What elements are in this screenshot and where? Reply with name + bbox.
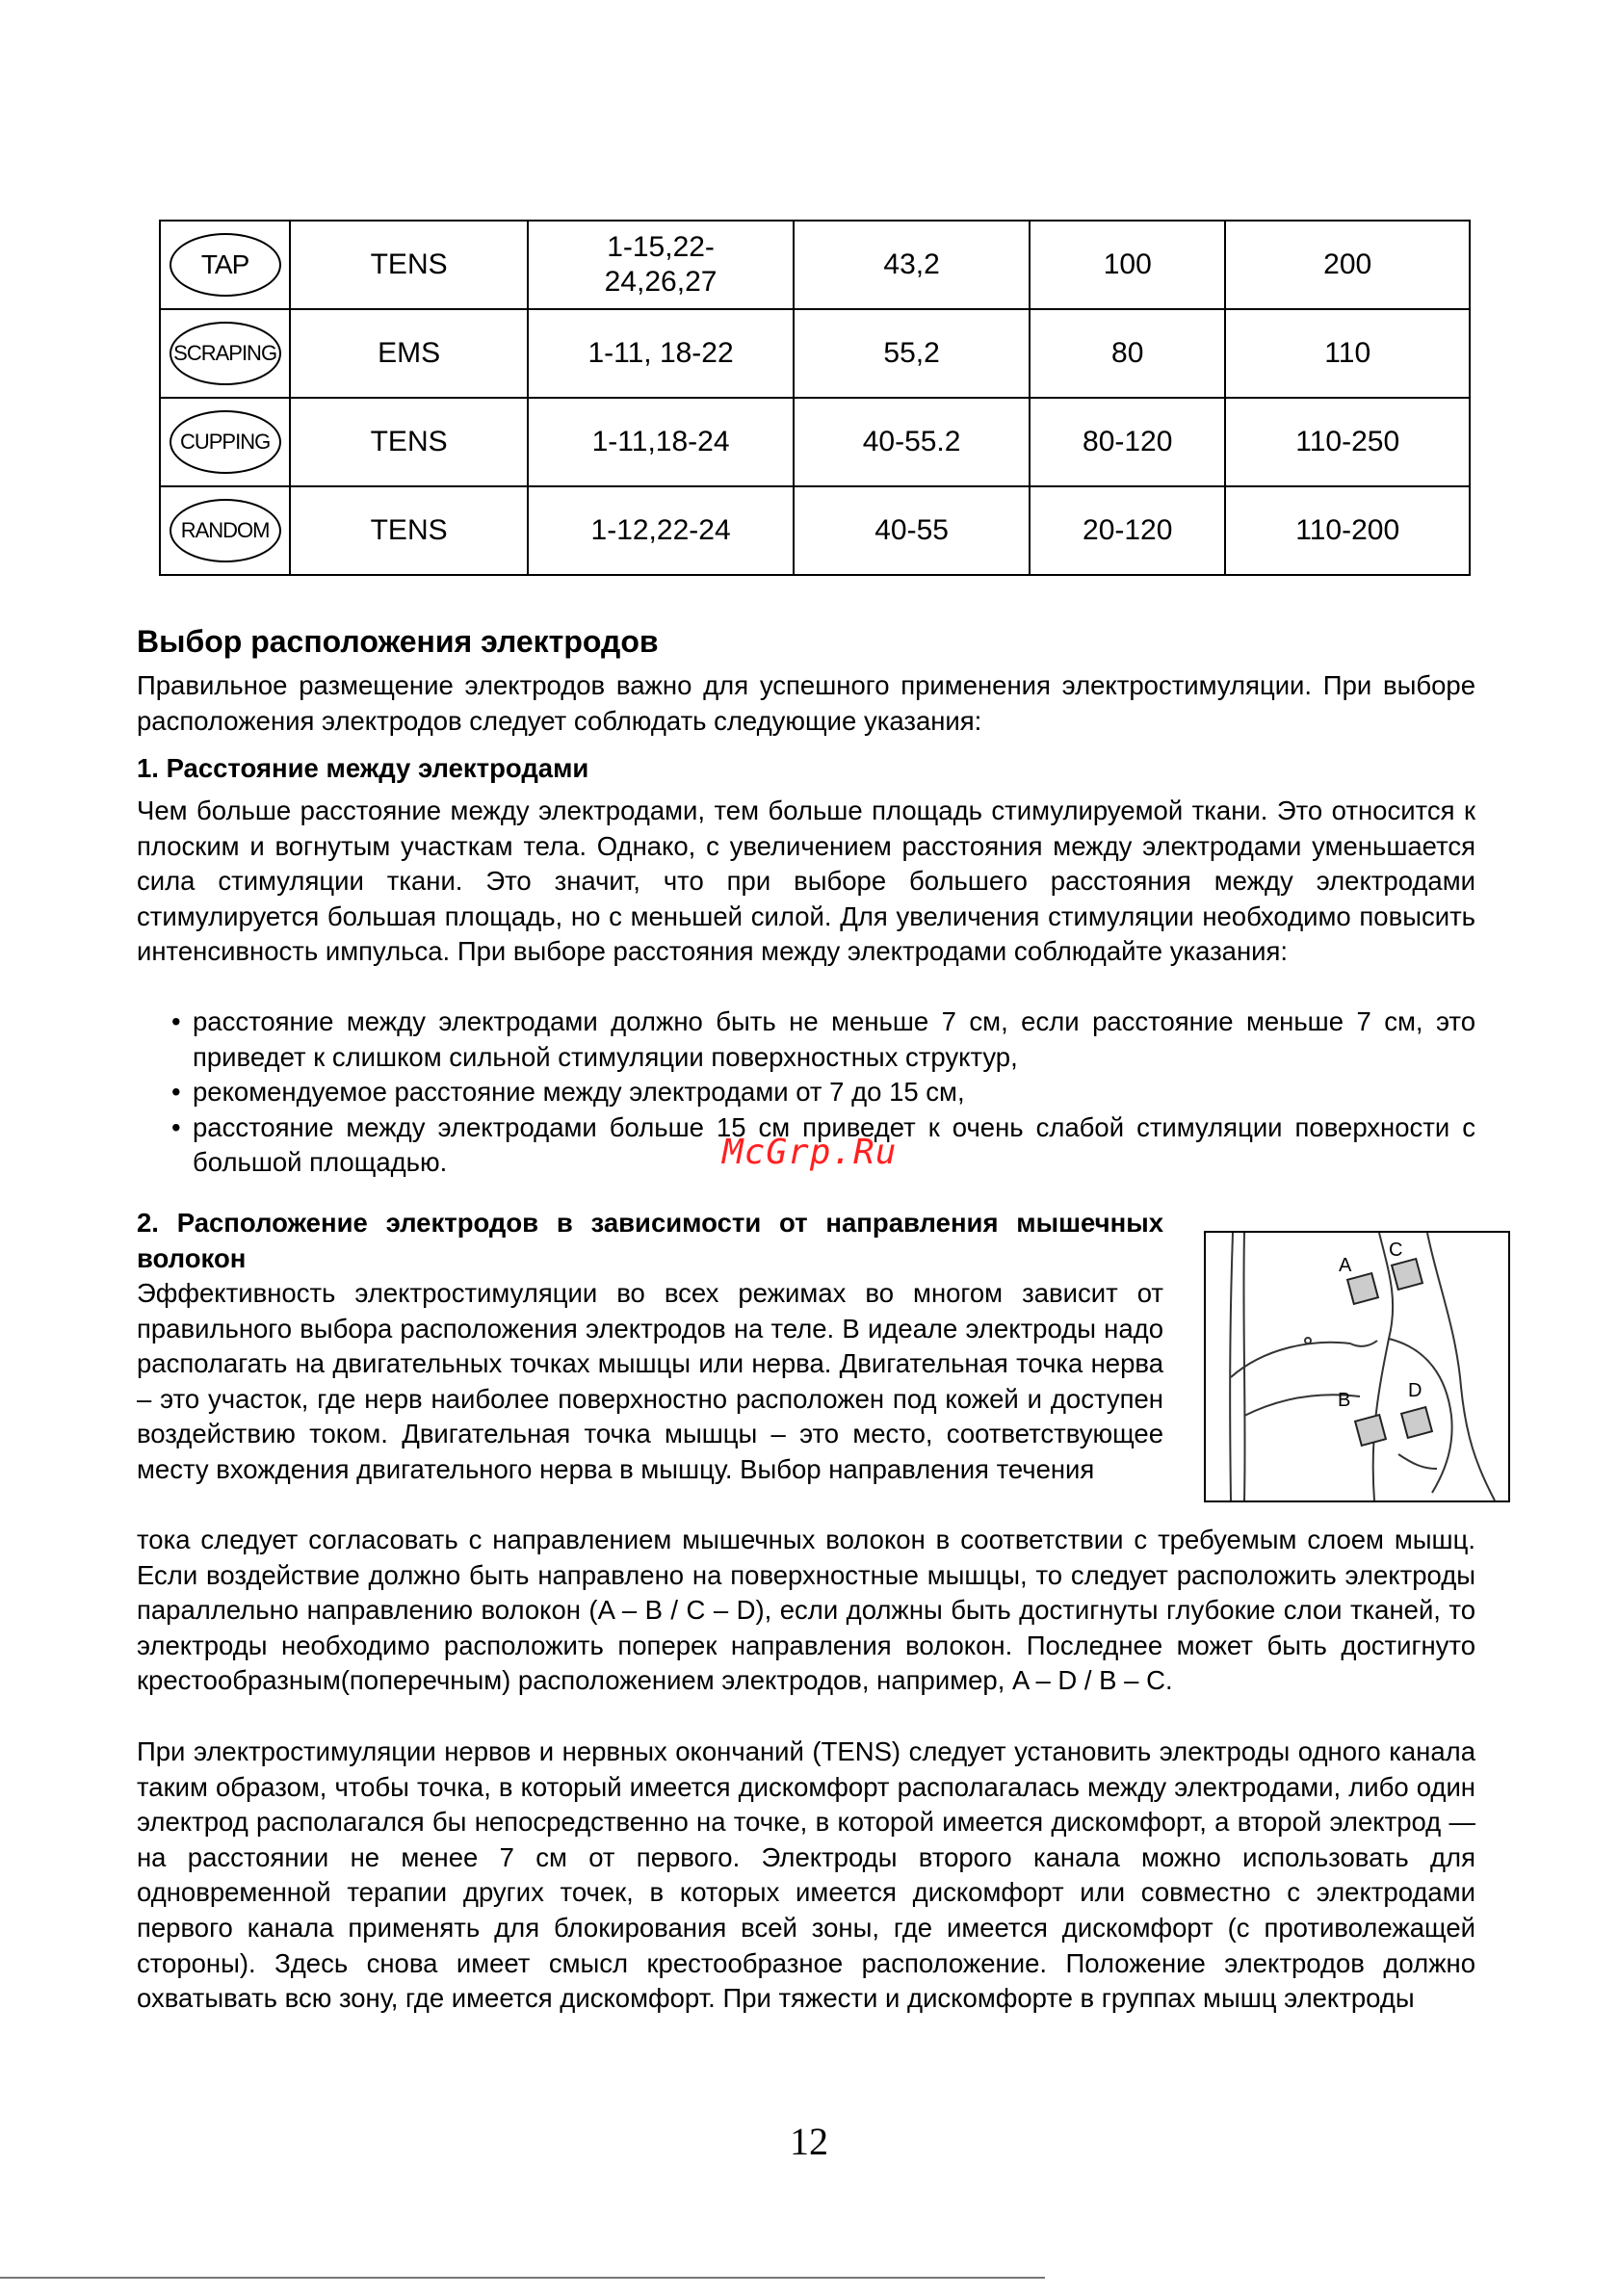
- table-cell: 80-120: [1030, 398, 1225, 486]
- table-cell: 110-250: [1225, 398, 1470, 486]
- footer-divider: [0, 2277, 1045, 2279]
- electrode-placement-figure: [1204, 1231, 1510, 1502]
- part1-paragraph: Чем больше расстояние между электродами, тем больше площадь стимулируемой ткани. Это относится к плоским и вогнутым участкам тела. Однако, с увеличением расстояния между электродами уменьшается сила стимуляции ткани. Это значит, что при выборе большего расстояния между электродами стимулируется большая площадь, но с меньшей силой. Для увеличения стимуляции необходимо повысить интенсивность импульса. При выборе расстояния между электродами соблюдайте указания:: [137, 796, 1475, 967]
- list-item: • рекомендуемое расстояние между электродами от 7 до 15 см,: [137, 1075, 1475, 1110]
- table-cell: [528, 221, 794, 309]
- table-cell: 100: [1030, 221, 1225, 309]
- table-cell: 43,2: [794, 221, 1030, 309]
- cupping-mode-icon: CUPPING: [170, 410, 281, 474]
- table-cell: 40-55.2: [794, 398, 1030, 486]
- table-cell: 20-120: [1030, 486, 1225, 575]
- table-cell: 110-200: [1225, 486, 1470, 575]
- electrode-a: [1347, 1273, 1378, 1304]
- programs-line: 24,26,27: [604, 266, 718, 298]
- part2-heading-block: [137, 1206, 1163, 1276]
- section-intro: Правильное размещение электродов важно для успешного применения электростимуляции. При выборе расположения электродов следует соблюдать следующие указания:: [137, 670, 1475, 736]
- table-cell: 1-11,18-24: [528, 398, 794, 486]
- table-row: [160, 486, 1470, 575]
- table-cell: TENS: [290, 221, 528, 309]
- list-item: • расстояние между электродами должно быть не меньше 7 см, если расстояние меньше 7 см, это приведет к слишком сильной стимуляции поверхностных структур,: [137, 1004, 1475, 1075]
- table-cell: TENS: [290, 398, 528, 486]
- part1-heading: 1. Расстояние между электродами: [137, 753, 589, 783]
- table-cell: 80: [1030, 309, 1225, 398]
- table-row: [160, 309, 1470, 398]
- part2-paragraph-full: тока следует согласовать с направлением мышечных волокон в соответствии с требуемым слоем мышц. Если воздействие должно быть направлено на поверхностные мышцы, то следует расположить электроды параллельно направлению волокон (A – B / C – D), если должны быть достигнуты глубокие слои тканей, то электроды необходимо расположить поперек направления волокон. Последнее может быть достигнуто крестообразным(поперечным) расположением электродов, например, A – D / B – C.: [137, 1525, 1475, 1696]
- label-a: A: [1339, 1255, 1352, 1276]
- page-number: 12: [790, 2120, 828, 2163]
- table-cell: 40-55: [794, 486, 1030, 575]
- label-d: D: [1408, 1380, 1422, 1401]
- table-row: [160, 221, 1470, 309]
- electrode-d: [1401, 1407, 1432, 1438]
- tap-mode-icon: TAP: [170, 233, 281, 297]
- electrode-c: [1392, 1259, 1422, 1290]
- table-cell: 55,2: [794, 309, 1030, 398]
- modes-table: [159, 220, 1471, 576]
- part2-heading: 2. Расположение электродов в зависимости от направления мышечных волокон: [137, 1208, 1163, 1273]
- table-cell: EMS: [290, 309, 528, 398]
- list-item: • расстояние между электродами больше 15 см приведет к очень слабой стимуляции поверхности с большой площадью.: [137, 1110, 1475, 1181]
- label-c: C: [1389, 1239, 1403, 1261]
- part1-block: [137, 751, 1475, 787]
- programs-line: 1-15,22-: [607, 231, 715, 263]
- part2-paragraph-tens: При электростимуляции нервов и нервных окончаний (TENS) следует установить электроды одного канала таким образом, чтобы точка, в который имеется дискомфорт располагалась между электродами, либо один электрод располагался бы непосредственно на точке, в которой имеется дискомфорт, а второй электрод — на расстоянии не менее 7 см от первого. Электроды второго канала можно использовать для одновременной терапии других точек, в которых имеется дискомфорт или совместно с электродами первого канала применять для блокирования всей зоны, где имеется дискомфорт (с противолежащей стороны). Здесь снова имеет смысл крестообразное расположение. Положение электродов должно охватывать всю зону, где имеется дискомфорт. При тяжести и дискомфорте в группах мышц электроды: [137, 1736, 1475, 2014]
- mode-icon-cell: [160, 221, 290, 309]
- mode-icon-cell: [160, 398, 290, 486]
- table-cell: 110: [1225, 309, 1470, 398]
- table-cell: 1-11, 18-22: [528, 309, 794, 398]
- table-cell: TENS: [290, 486, 528, 575]
- table-cell: 1-12,22-24: [528, 486, 794, 575]
- random-mode-icon: RANDOM: [170, 499, 281, 562]
- body-outline-illustration: [1206, 1233, 1508, 1500]
- mode-icon-cell: [160, 309, 290, 398]
- section-title: Выбор расположения электродов: [137, 624, 659, 659]
- watermark: McGrp.Ru: [722, 1133, 898, 1172]
- label-b: B: [1338, 1390, 1351, 1411]
- mode-icon-cell: [160, 486, 290, 575]
- scraping-mode-icon: SCRAPING: [170, 322, 281, 385]
- electrode-b: [1355, 1415, 1386, 1446]
- table-cell: 200: [1225, 221, 1470, 309]
- table-row: [160, 398, 1470, 486]
- part2-paragraph-wrapped: Эффективность электростимуляции во всех режимах во многом зависит от правильного выбора расположения электродов на теле. В идеале электроды надо располагать на двигательных точках мышцы или нерва. Двигательная точка нерва – это участок, где нерв наиболее поверхностно расположен под кожей и доступен воздействию током. Двигательная точка мышцы – это место, соответствующее месту вхождения двигательного нерва в мышцу. Выбор направления течения: [137, 1278, 1163, 1484]
